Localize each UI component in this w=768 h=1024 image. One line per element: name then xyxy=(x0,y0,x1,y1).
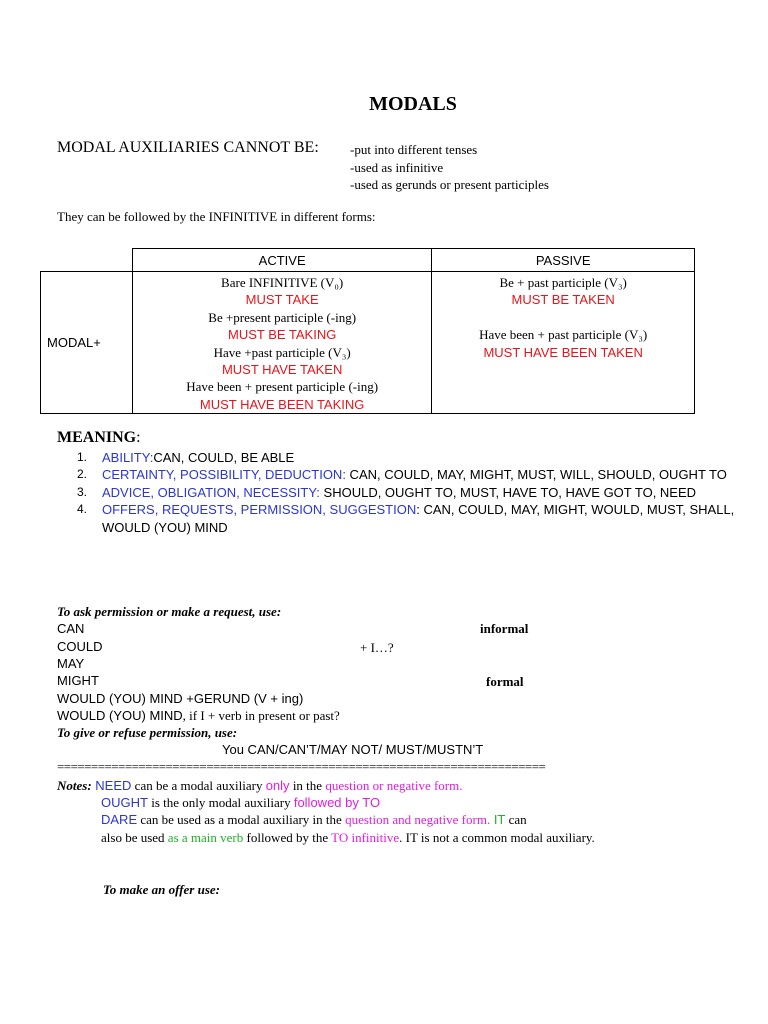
table-line: MUST BE TAKING xyxy=(227,327,337,343)
permission-heading: To ask permission or make a request, use: xyxy=(57,604,282,619)
followed-by-text: They can be followed by the INFINITIVE in different forms: xyxy=(57,209,376,224)
note-also-text: also be used xyxy=(101,830,168,845)
infinitive-forms-table xyxy=(40,248,695,414)
note-ought-followed: followed by TO xyxy=(293,795,381,810)
note-also-text: followed by the xyxy=(243,830,332,845)
meaning-heading-colon: : xyxy=(136,429,141,446)
modal-could: COULD xyxy=(57,639,103,654)
note-need-only: only xyxy=(265,778,290,793)
passive-forms-cell xyxy=(432,272,695,414)
meaning-heading xyxy=(57,429,141,447)
notes-label: Notes: xyxy=(57,778,92,793)
note-ought-text: is the only modal auxiliary xyxy=(147,795,294,810)
item-number: 1. xyxy=(77,450,88,464)
item-number: 2. xyxy=(77,467,88,482)
active-header: ACTIVE xyxy=(133,249,432,272)
blank-header-cell xyxy=(41,249,133,272)
mind-if-suffix: , if I + verb in present or past? xyxy=(182,708,340,723)
note-dare-it: IT xyxy=(490,812,506,827)
table-line: MUST TAKE xyxy=(245,292,319,308)
table-row xyxy=(41,272,695,414)
note-need-word: NEED xyxy=(95,778,132,793)
offer-heading: To make an offer use: xyxy=(103,882,220,897)
modal-may: MAY xyxy=(57,656,85,671)
meaning-modals: SHOULD, OUGHT TO, MUST, HAVE TO, HAVE GOT TO, NEED xyxy=(319,484,697,500)
passive-header: PASSIVE xyxy=(432,249,695,272)
table-line: MUST BE TAKEN xyxy=(511,292,615,308)
mind-gerund-line: WOULD (YOU) MIND +GERUND (V + ing) xyxy=(57,691,304,706)
table-line: Have been + past participle (V₃) xyxy=(479,327,648,343)
note-dare-text: can be used as a modal auxiliary in the xyxy=(137,812,346,827)
table-line: Have been + present participle (-ing) xyxy=(186,379,379,395)
note-dare-form: question and negative form. xyxy=(345,812,491,827)
meaning-modals: CAN, COULD, BE ABLE xyxy=(153,450,295,465)
note-need-text: in the xyxy=(289,778,326,793)
list-item xyxy=(57,449,757,466)
note-main-verb: as a main verb xyxy=(167,830,244,845)
list-item xyxy=(57,501,757,536)
note-ought-word: OUGHT xyxy=(101,795,148,810)
cannot-be-label: MODAL AUXILIARIES CANNOT BE: xyxy=(57,139,319,156)
modal-might: MIGHT xyxy=(57,673,99,688)
note-need xyxy=(57,778,463,794)
page-title: MODALS xyxy=(369,93,457,115)
formal-tag: formal xyxy=(486,674,524,689)
meaning-category: ADVICE, OBLIGATION, NECESSITY: xyxy=(102,484,320,500)
list-item xyxy=(57,484,757,501)
table-line: Be +present participle (-ing) xyxy=(208,309,357,325)
note-also-text: . IT is not a common modal auxiliary. xyxy=(399,830,595,845)
cannot-item: -used as gerunds or present participles xyxy=(350,177,549,192)
i-question: + I…? xyxy=(360,640,394,655)
list-item xyxy=(57,466,757,483)
note-need-form: question or negative form. xyxy=(325,778,463,793)
item-number: 3. xyxy=(77,484,88,499)
note-dare xyxy=(101,812,527,828)
table-line: Be + past participle (V₃) xyxy=(499,275,627,290)
note-also xyxy=(101,830,595,846)
table-line: Bare INFINITIVE (V₀) xyxy=(221,275,344,290)
separator-line: ======================================================================== xyxy=(57,759,546,774)
cannot-item: -used as infinitive xyxy=(350,160,444,175)
meaning-modals: CAN, COULD, MAY, MIGHT, MUST, WILL, SHOULD, OUGHT TO xyxy=(345,467,727,483)
note-to-infinitive: TO infinitive xyxy=(331,830,400,845)
active-forms-cell xyxy=(133,272,432,414)
meaning-category: CERTAINTY, POSSIBILITY, DEDUCTION: xyxy=(102,467,346,483)
table-line: Have +past participle (V₃) xyxy=(213,344,351,360)
mind-if-line xyxy=(57,708,340,724)
item-number: 4. xyxy=(77,502,88,517)
refuse-heading: To give or refuse permission, use: xyxy=(57,725,238,740)
table-line: MUST HAVE BEEN TAKING xyxy=(199,396,365,412)
table-header-row xyxy=(41,249,695,272)
modal-can: CAN xyxy=(57,621,85,636)
note-dare-text: can xyxy=(505,812,527,827)
meaning-heading-text: MEANING xyxy=(57,429,137,446)
informal-tag: informal xyxy=(480,621,529,636)
note-dare-word: DARE xyxy=(101,812,138,827)
cannot-item: -put into different tenses xyxy=(350,142,478,157)
mind-if-prefix: WOULD (YOU) MIND xyxy=(57,708,183,723)
meaning-category: ABILITY: xyxy=(102,450,154,465)
meaning-category: OFFERS, REQUESTS, PERMISSION, SUGGESTION xyxy=(102,502,417,518)
table-line: MUST HAVE TAKEN xyxy=(221,361,343,377)
meaning-modals: : CAN, COULD, MAY, MIGHT, WOULD, MUST, SHALL, WOULD (YOU) MIND xyxy=(102,502,735,535)
refuse-line: You CAN/CAN’T/MAY NOT/ MUST/MUSTN’T xyxy=(222,742,484,757)
table-line xyxy=(432,309,694,326)
meaning-list xyxy=(57,449,757,536)
modal-plus-label: MODAL+ xyxy=(41,272,133,414)
table-line: MUST HAVE BEEN TAKEN xyxy=(483,344,643,360)
note-ought xyxy=(101,795,380,811)
note-need-text: can be a modal auxiliary xyxy=(131,778,266,793)
